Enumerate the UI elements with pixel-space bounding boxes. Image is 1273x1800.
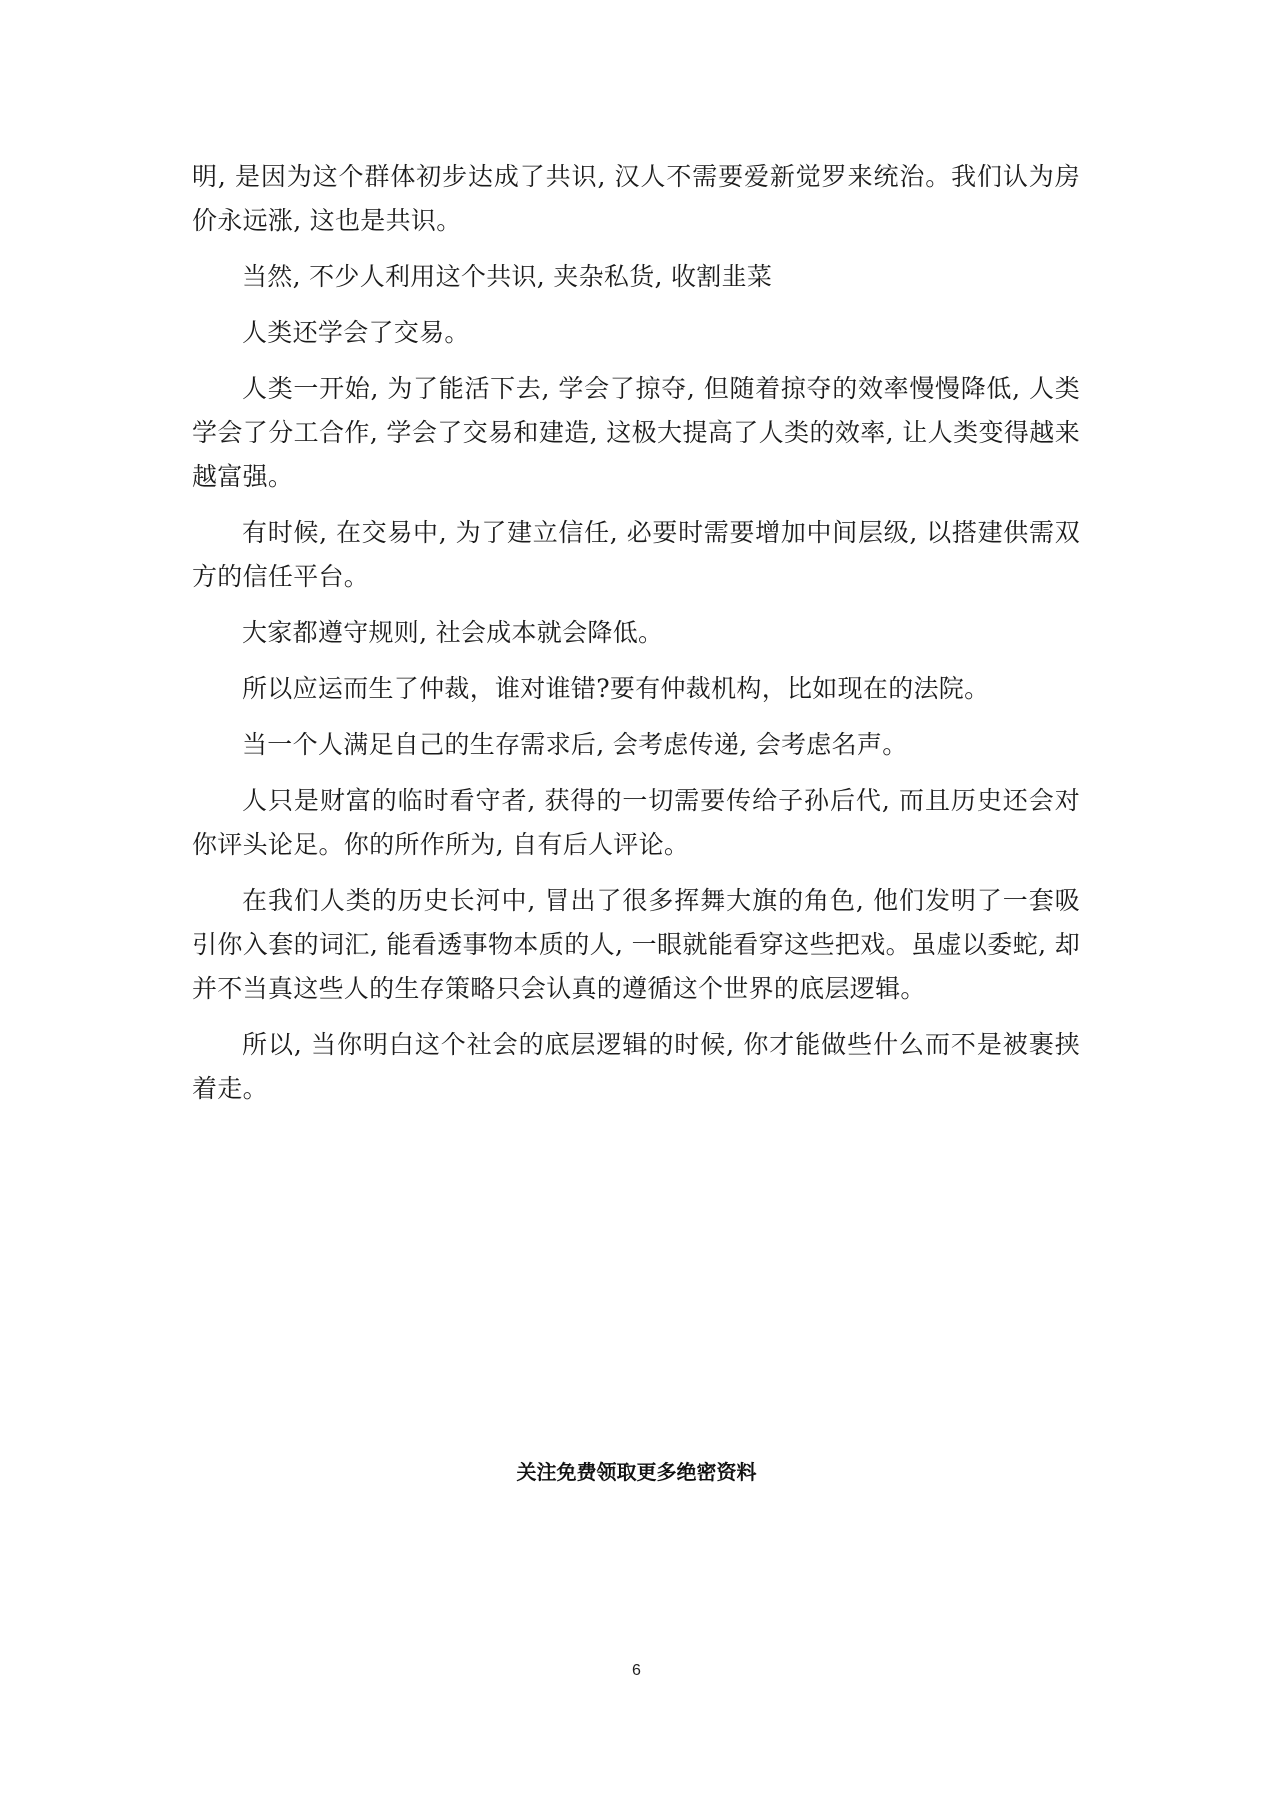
body-text — [192, 155, 1080, 1123]
paragraph: 在我们人类的历史长河中, 冒出了很多挥舞大旗的角色, 他们发明了一套吸引你入套的词汇, 能看透事物本质的人, 一眼就能看穿这些把戏。虽虚以委蛇, 却并不当真这些人的生存策略只会认真的遵循这个世界的底层逻辑。 — [192, 886, 1080, 1003]
paragraph: 有时候, 在交易中, 为了建立信任, 必要时需要增加中间层级, 以搭建供需双方的信任平台。 — [192, 518, 1080, 591]
paragraph: 当一个人满足自己的生存需求后, 会考虑传递, 会考虑名声。 — [242, 730, 908, 759]
paragraph: 人类还学会了交易。 — [242, 318, 470, 347]
paragraph: 人类一开始, 为了能活下去, 学会了掠夺, 但随着掠夺的效率慢慢降低, 人类学会了分工合作, 学会了交易和建造, 这极大提高了人类的效率, 让人类变得越来越富强。 — [192, 374, 1080, 491]
paragraph: 所以应运而生了仲裁，谁对谁错?要有仲裁机构，比如现在的法院。 — [242, 674, 990, 703]
paragraph: 人只是财富的临时看守者, 获得的一切需要传给子孙后代, 而且历史还会对你评头论足。你的所作所为, 自有后人评论。 — [192, 786, 1080, 859]
footer-note: 关注免费领取更多绝密资料 — [516, 1460, 757, 1484]
paragraph: 所以, 当你明白这个社会的底层逻辑的时候, 你才能做些什么而不是被裹挟着走。 — [192, 1030, 1080, 1103]
paragraph-continuation: 明, 是因为这个群体初步达成了共识, 汉人不需要爱新觉罗来统治。我们认为房价永远涨, 这也是共识。 — [192, 162, 1080, 235]
paragraph: 大家都遵守规则, 社会成本就会降低。 — [242, 618, 664, 647]
paragraph: 当然, 不少人利用这个共识, 夹杂私货, 收割韭菜 — [242, 262, 773, 291]
page-number: 6 — [632, 1662, 641, 1679]
